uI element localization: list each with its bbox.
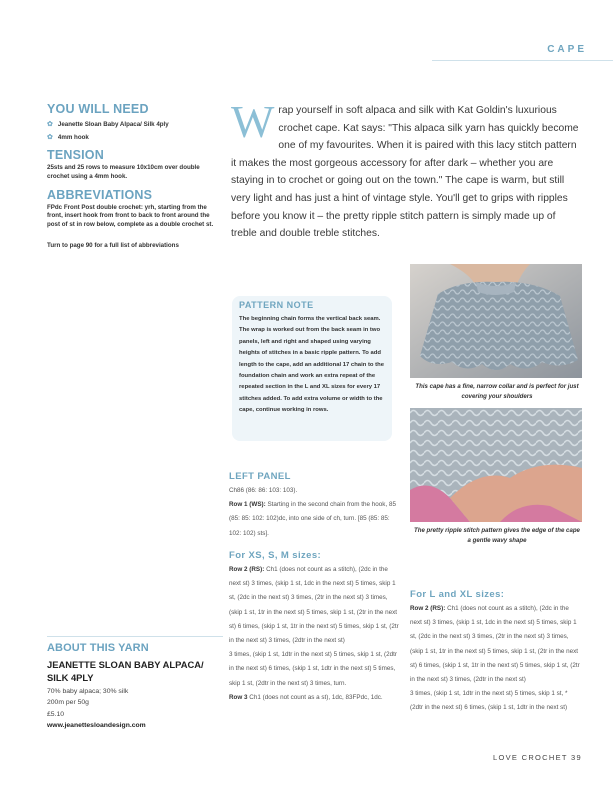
row-label: Row 1 (WS): xyxy=(229,501,266,509)
about-rule xyxy=(47,636,223,637)
xs-row3 xyxy=(229,691,399,705)
l-row2-continued: 3 times, (skip 1 st, 1dtr in the next st) 5 times, skip 1 st, *(2dtr in the next st) 6 times, (skip 1 st, 1dtr in the next st) xyxy=(410,690,568,712)
drop-cap: W xyxy=(231,96,275,147)
xs-sizes-section xyxy=(229,549,399,705)
list-item-label: Jeanette Sloan Baby Alpaca/ Silk 4ply xyxy=(57,121,169,128)
magazine-name: LOVE CROCHET xyxy=(493,753,568,762)
yarn-fibre: 70% baby alpaca; 30% silk xyxy=(47,688,129,695)
yarn-name: JEANETTE SLOAN BABY ALPACA/ SILK 4PLY xyxy=(47,659,204,683)
l-row2 xyxy=(410,602,580,687)
cape-photo-shoulders xyxy=(410,264,582,378)
photo-caption: The pretty ripple stitch pattern gives the edge of the cape a gentle wavy shape xyxy=(414,527,580,544)
list-item xyxy=(47,120,219,129)
requirements-column xyxy=(47,102,219,251)
star-icon: ✿ xyxy=(47,121,53,128)
pattern-note-title: PATTERN NOTE xyxy=(239,300,314,310)
page-footer xyxy=(493,753,582,762)
xs-sizes-heading: For XS, S, M sizes: xyxy=(229,550,322,561)
yarn-website-link[interactable]: www.jeanettesloandesign.com xyxy=(47,722,146,730)
abbreviations-text xyxy=(47,204,219,230)
tension-heading: TENSION xyxy=(47,148,104,162)
cape-photo-closeup xyxy=(410,408,582,522)
row-text: Ch1 (does not count as a stitch), (2dc in the next st) 3 times, (skip 1 st, 1dc in the next st) 5 times, skip 1 st, (2dc in the next st) 3 times, (2tr in the next st) 3 times, (skip 1 st, 1tr in the next st) 5 times, skip 1 st, (2tr in the next st) 6 times, (skip 1 st, 1tr in the next st) 5 times, skip 1 st, (2tr in the next st) 3 times, (2dtr in the next st) xyxy=(229,566,399,645)
header-rule xyxy=(432,60,613,61)
star-icon: ✿ xyxy=(47,134,53,141)
page-number: 39 xyxy=(571,753,582,762)
l-sizes-heading: For L and XL sizes: xyxy=(410,589,505,600)
intro-paragraph xyxy=(231,96,583,243)
list-item-label: 4mm hook xyxy=(57,134,89,141)
left-panel-section xyxy=(229,470,399,541)
abbreviations-heading: ABBREVIATIONS xyxy=(47,187,153,202)
cape-photo-illustration xyxy=(410,264,582,378)
abbreviation-definition: Front Post double crochet: yrh, starting from the front, insert hook from front to back to front around the post of st in row below, complete as a double crochet st. xyxy=(47,203,214,229)
row-text: Ch1 (does not count as a stitch), (2dc in the next st) 3 times, (skip 1 st, 1dc in the next st) 5 times, skip 1 st, (2dc in the next st) 3 times, (2tr in the next st) 3 times, (skip 1 st, 1tr in the next st) 5 times, skip 1 st, (2tr in the next st) 6 times, (skip 1 st, 1tr in the next st) 5 times, skip 1 st, (2tr in the next st) 3 times, (2dtr in the next st) xyxy=(410,605,580,684)
pattern-note-text: The beginning chain forms the vertical back seam. The wrap is worked out from the back seam in two panels, left and right and shaped using varying heights of stitches in a basic ripple pattern. To add length to the cape, add an additional 17 chain to the foundation chain and work an extra repeat of the repeated section in the L and XL sizes for every 17 stitches added. To add extra volume or width to the cape, continue working in rows. xyxy=(239,316,384,414)
section-tag: CAPE xyxy=(547,44,587,55)
row-label: Row 3 xyxy=(229,693,248,701)
about-yarn xyxy=(47,642,227,732)
abbreviation-term: FPdc xyxy=(47,203,63,211)
l-sizes-section xyxy=(410,588,580,716)
row-text: Starting in the second chain from the hook, 85 (85: 85: 102: 102)dc, into one side of ch, turn. [85 (85: 85: 102: 102) sts]. xyxy=(229,501,396,537)
tension-text: 25sts and 25 rows to measure 10x10cm over double crochet using a 4mm hook. xyxy=(47,164,200,180)
yarn-price: £5.10 xyxy=(47,710,65,718)
abbreviations-link[interactable]: Turn to page 90 for a full list of abbreviations xyxy=(47,241,179,249)
cape-closeup-illustration xyxy=(410,408,582,522)
you-will-need-heading: YOU WILL NEED xyxy=(47,102,149,116)
left-panel-chain: Ch86 (86: 86: 103: 103). xyxy=(229,487,298,494)
row-label: Row 2 (RS): xyxy=(410,605,446,612)
list-item xyxy=(47,133,219,142)
photo-caption: This cape has a fine, narrow collar and is perfect for just covering your shoulders xyxy=(415,383,579,400)
row-text: Ch1 (does not count as a st), 1dc, 83FPdc, 1dc. xyxy=(247,693,383,701)
left-panel-heading: LEFT PANEL xyxy=(229,471,291,482)
xs-row2 xyxy=(229,563,399,648)
xs-row2-continued: 3 times, (skip 1 st, 1dtr in the next st) 5 times, skip 1 st, (2dtr in the next st) 6 times, (skip 1 st, 1dtr in the next st) 5 times, skip 1 st, (2dtr in the next st) 3 times, turn. xyxy=(229,651,397,687)
yarn-length: 200m per 50g xyxy=(47,699,89,707)
about-yarn-heading: ABOUT THIS YARN xyxy=(47,642,149,654)
intro-text: rap yourself in soft alpaca and silk with Kat Goldin's luxurious crochet cape. Kat says: "This alpaca silk yarn has quickly become one of my favourites. When it is paired with this lacy stitch pattern it makes the most gorgeous accessory for after dark – whether you are staying in to crochet or going out on the town." The cape is warm, but still very light and has just a hint of vintage style. You'll get to grips with ripples before you know it – the pretty ripple stitch pattern is simply made up of treble and double treble stitches. xyxy=(231,105,579,240)
left-panel-row1 xyxy=(229,498,399,541)
row-label: Row 2 (RS): xyxy=(229,566,265,573)
